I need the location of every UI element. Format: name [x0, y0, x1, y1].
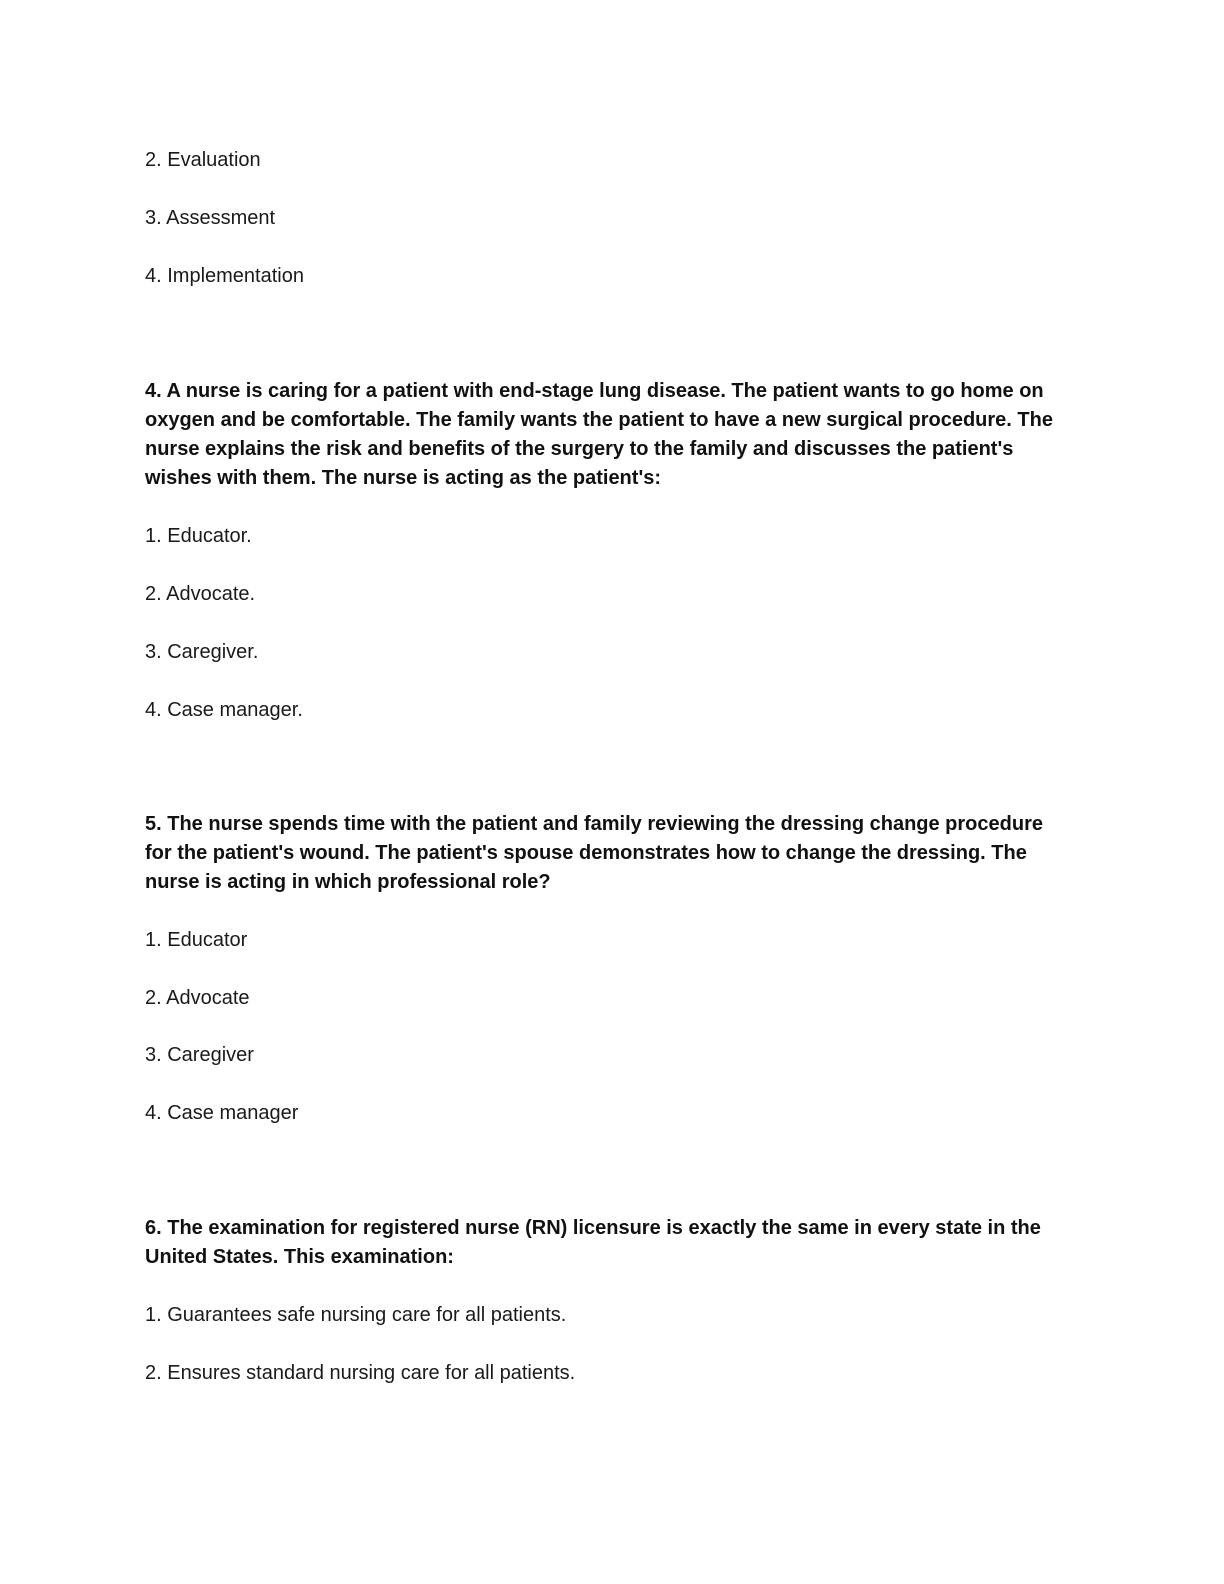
q4-option-2: 2. Advocate. [145, 583, 256, 605]
option-prev-3: 3. Assessment [145, 207, 276, 229]
question-5: 5. The nurse spends time with the patient and family reviewing the dressing change procedure for the patient's wound. The patient's spouse demonstrates how to change the dressing. The nurse is acting in which professional role? [145, 813, 1043, 893]
q5-option-1: 1. Educator [145, 929, 248, 951]
q5-option-3: 3. Caregiver [145, 1044, 254, 1066]
question-6: 6. The examination for registered nurse (RN) licensure is exactly the same in every state in the United States. This examination: [145, 1217, 1041, 1268]
option-prev-4: 4. Implementation [145, 265, 304, 287]
q5-option-2: 2. Advocate [145, 987, 250, 1009]
option-prev-2: 2. Evaluation [145, 149, 261, 171]
q6-option-1: 1. Guarantees safe nursing care for all patients. [145, 1304, 567, 1326]
question-4: 4. A nurse is caring for a patient with end-stage lung disease. The patient wants to go home on oxygen and be comfortable. The family wants the patient to have a new surgical procedure. The nurse explains the risk and benefits of the surgery to the family and discusses the patient's wishes with them. The nurse is acting as the patient's: [145, 380, 1053, 489]
q4-option-1: 1. Educator. [145, 525, 252, 547]
q4-option-4: 4. Case manager. [145, 699, 303, 721]
q6-option-2: 2. Ensures standard nursing care for all patients. [145, 1362, 576, 1384]
q5-option-4: 4. Case manager [145, 1102, 299, 1124]
q4-option-3: 3. Caregiver. [145, 641, 259, 663]
